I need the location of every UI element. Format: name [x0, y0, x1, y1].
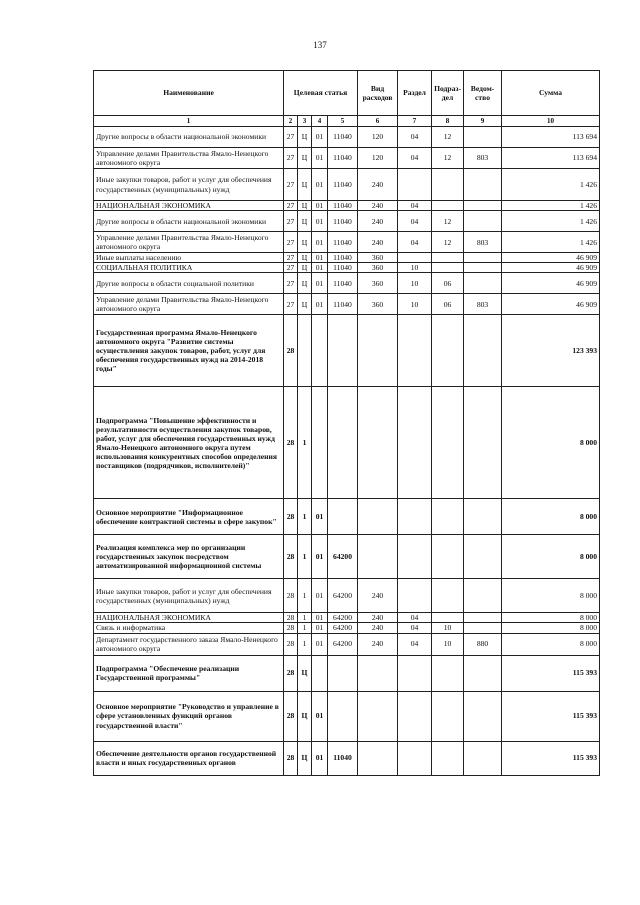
- cell-subprogram-code: Ц: [298, 691, 312, 741]
- cell-section: 04: [398, 633, 432, 655]
- cell-program-code: 27: [284, 211, 298, 232]
- cell-program-code: 28: [284, 741, 298, 775]
- cell-direction-code: 11040: [328, 294, 358, 315]
- cell-subsection: [432, 169, 464, 201]
- table-row: [94, 499, 600, 535]
- cell-name: Департамент государственного заказа Ямало-Ненецкого автономного округа: [94, 633, 284, 655]
- cell-program-code: 28: [284, 315, 298, 387]
- header-department: Ведом-ство: [464, 71, 502, 116]
- cell-department: [464, 253, 502, 263]
- cell-direction-code: 64200: [328, 633, 358, 655]
- cell-department: [464, 127, 502, 148]
- cell-direction-code: 11040: [328, 201, 358, 211]
- cell-program-code: 27: [284, 294, 298, 315]
- cell-subsection: 12: [432, 127, 464, 148]
- cell-program-code: 28: [284, 499, 298, 535]
- cell-activity-code: 01: [312, 201, 328, 211]
- cell-direction-code: 11040: [328, 263, 358, 273]
- table-row: [94, 387, 600, 499]
- cell-subprogram-code: [298, 315, 312, 387]
- cell-expense-type: 240: [358, 211, 398, 232]
- table-row: [94, 579, 600, 613]
- cell-activity-code: [312, 655, 328, 691]
- cell-subprogram-code: 1: [298, 387, 312, 499]
- cell-name: Другие вопросы в области национальной экономики: [94, 211, 284, 232]
- cell-sum: 115 393: [502, 691, 600, 741]
- cell-program-code: 28: [284, 633, 298, 655]
- cell-expense-type: 360: [358, 294, 398, 315]
- column-index: 4: [312, 116, 328, 127]
- cell-expense-type: [358, 535, 398, 579]
- cell-expense-type: 240: [358, 169, 398, 201]
- cell-activity-code: 01: [312, 148, 328, 169]
- cell-section: 04: [398, 201, 432, 211]
- cell-program-code: 27: [284, 201, 298, 211]
- cell-expense-type: 360: [358, 263, 398, 273]
- cell-sum: 123 393: [502, 315, 600, 387]
- cell-name: Иные закупки товаров, работ и услуг для обеспечения государственных (муниципальных) нужд: [94, 579, 284, 613]
- cell-sum: 113 694: [502, 127, 600, 148]
- column-index: 5: [328, 116, 358, 127]
- cell-subsection: [432, 253, 464, 263]
- cell-department: [464, 201, 502, 211]
- cell-program-code: 27: [284, 253, 298, 263]
- column-index-row: [94, 116, 600, 127]
- cell-expense-type: 240: [358, 633, 398, 655]
- cell-name: Подпрограмма "Повышение эффективности и результативности осуществления закупок товаров, работ, услуг для обеспечения государственных нужд Ямало-Ненецкого автономного округа путем использования конкурентных способов определения поставщиков (подрядчиков, исполнителей)": [94, 387, 284, 499]
- cell-program-code: 27: [284, 273, 298, 294]
- cell-name: Управление делами Правительства Ямало-Ненецкого автономного округа: [94, 294, 284, 315]
- cell-section: [398, 691, 432, 741]
- cell-section: 10: [398, 273, 432, 294]
- cell-subsection: [432, 387, 464, 499]
- cell-subprogram-code: Ц: [298, 127, 312, 148]
- cell-subprogram-code: Ц: [298, 294, 312, 315]
- budget-table: [93, 70, 600, 776]
- cell-direction-code: [328, 691, 358, 741]
- table-row: [94, 741, 600, 775]
- table-row: [94, 655, 600, 691]
- cell-subsection: 10: [432, 633, 464, 655]
- cell-direction-code: [328, 655, 358, 691]
- table-row: [94, 691, 600, 741]
- cell-subprogram-code: 1: [298, 579, 312, 613]
- cell-sum: 115 393: [502, 655, 600, 691]
- cell-subprogram-code: Ц: [298, 169, 312, 201]
- cell-name: Обеспечение деятельности органов государственной власти и иных государственных органов: [94, 741, 284, 775]
- cell-subprogram-code: Ц: [298, 211, 312, 232]
- column-index: 1: [94, 116, 284, 127]
- header-name: Наименование: [94, 71, 284, 116]
- cell-subprogram-code: Ц: [298, 273, 312, 294]
- cell-sum: 113 694: [502, 148, 600, 169]
- cell-name: НАЦИОНАЛЬНАЯ ЭКОНОМИКА: [94, 613, 284, 623]
- cell-department: 803: [464, 232, 502, 253]
- table-row: [94, 148, 600, 169]
- cell-direction-code: 64200: [328, 613, 358, 623]
- cell-subsection: [432, 263, 464, 273]
- cell-department: [464, 579, 502, 613]
- cell-subprogram-code: 1: [298, 623, 312, 633]
- cell-name: Подпрограмма "Обеспечение реализации Государственной программы": [94, 655, 284, 691]
- cell-direction-code: 11040: [328, 211, 358, 232]
- cell-subprogram-code: Ц: [298, 253, 312, 263]
- cell-section: 04: [398, 148, 432, 169]
- table-row: [94, 232, 600, 253]
- cell-direction-code: 11040: [328, 232, 358, 253]
- cell-activity-code: 01: [312, 535, 328, 579]
- cell-department: [464, 273, 502, 294]
- cell-direction-code: 11040: [328, 169, 358, 201]
- cell-subsection: [432, 499, 464, 535]
- cell-subsection: [432, 655, 464, 691]
- cell-subprogram-code: Ц: [298, 148, 312, 169]
- cell-sum: 8 000: [502, 387, 600, 499]
- cell-department: [464, 613, 502, 623]
- column-index: 6: [358, 116, 398, 127]
- cell-name: Реализация комплекса мер по организации государственных закупок посредством автоматизированной информационной системы: [94, 535, 284, 579]
- cell-program-code: 28: [284, 387, 298, 499]
- column-index: 2: [284, 116, 298, 127]
- cell-subsection: 12: [432, 232, 464, 253]
- cell-subprogram-code: 1: [298, 499, 312, 535]
- table-row: [94, 315, 600, 387]
- cell-department: [464, 263, 502, 273]
- cell-sum: 115 393: [502, 741, 600, 775]
- cell-activity-code: 01: [312, 294, 328, 315]
- cell-section: 10: [398, 263, 432, 273]
- cell-direction-code: 64200: [328, 579, 358, 613]
- cell-section: [398, 315, 432, 387]
- cell-section: 04: [398, 232, 432, 253]
- cell-activity-code: 01: [312, 741, 328, 775]
- cell-program-code: 28: [284, 613, 298, 623]
- cell-subprogram-code: Ц: [298, 655, 312, 691]
- cell-direction-code: 64200: [328, 623, 358, 633]
- cell-expense-type: 240: [358, 613, 398, 623]
- cell-sum: 1 426: [502, 211, 600, 232]
- cell-section: 04: [398, 127, 432, 148]
- cell-section: 04: [398, 623, 432, 633]
- cell-subsection: 06: [432, 273, 464, 294]
- cell-section: [398, 741, 432, 775]
- cell-activity-code: 01: [312, 633, 328, 655]
- table-body: [94, 127, 600, 776]
- cell-sum: 1 426: [502, 201, 600, 211]
- cell-direction-code: 11040: [328, 273, 358, 294]
- cell-subsection: [432, 613, 464, 623]
- cell-sum: 8 000: [502, 535, 600, 579]
- cell-name: Управление делами Правительства Ямало-Ненецкого автономного округа: [94, 148, 284, 169]
- table-row: [94, 294, 600, 315]
- table-row: [94, 211, 600, 232]
- cell-subsection: 10: [432, 623, 464, 633]
- cell-subprogram-code: 1: [298, 633, 312, 655]
- cell-subprogram-code: Ц: [298, 741, 312, 775]
- cell-department: [464, 387, 502, 499]
- cell-subprogram-code: 1: [298, 535, 312, 579]
- cell-sum: 46 909: [502, 294, 600, 315]
- table-row: [94, 273, 600, 294]
- cell-name: Государственная программа Ямало-Ненецкого автономного округа "Развитие системы осуществления закупок товаров, работ, услуг для обеспечения государственных нужд на 2014-2018 годы": [94, 315, 284, 387]
- cell-name: Управление делами Правительства Ямало-Ненецкого автономного округа: [94, 232, 284, 253]
- table-row: [94, 623, 600, 633]
- cell-department: [464, 691, 502, 741]
- cell-subsection: 12: [432, 211, 464, 232]
- cell-subsection: [432, 741, 464, 775]
- cell-sum: 8 000: [502, 623, 600, 633]
- cell-department: [464, 499, 502, 535]
- table-row: [94, 201, 600, 211]
- cell-direction-code: [328, 315, 358, 387]
- cell-direction-code: 11040: [328, 253, 358, 263]
- cell-activity-code: 01: [312, 211, 328, 232]
- cell-section: 04: [398, 211, 432, 232]
- cell-subsection: [432, 579, 464, 613]
- cell-name: Основное мероприятие "Руководство и управление в сфере установленных функций органов государственной власти": [94, 691, 284, 741]
- table-row: [94, 263, 600, 273]
- cell-activity-code: 01: [312, 169, 328, 201]
- cell-subsection: [432, 315, 464, 387]
- cell-sum: 8 000: [502, 613, 600, 623]
- cell-sum: 1 426: [502, 169, 600, 201]
- cell-sum: 1 426: [502, 232, 600, 253]
- column-index: 7: [398, 116, 432, 127]
- cell-section: [398, 169, 432, 201]
- cell-activity-code: 01: [312, 273, 328, 294]
- header-section: Раздел: [398, 71, 432, 116]
- cell-activity-code: 01: [312, 127, 328, 148]
- cell-department: [464, 535, 502, 579]
- cell-expense-type: 120: [358, 127, 398, 148]
- cell-sum: 46 909: [502, 253, 600, 263]
- cell-department: [464, 211, 502, 232]
- cell-activity-code: [312, 315, 328, 387]
- cell-section: 04: [398, 613, 432, 623]
- cell-section: [398, 499, 432, 535]
- cell-expense-type: 240: [358, 623, 398, 633]
- column-index: 9: [464, 116, 502, 127]
- table-row: [94, 535, 600, 579]
- cell-subprogram-code: 1: [298, 613, 312, 623]
- cell-program-code: 28: [284, 655, 298, 691]
- cell-subprogram-code: Ц: [298, 201, 312, 211]
- table-row: [94, 169, 600, 201]
- cell-subprogram-code: Ц: [298, 263, 312, 273]
- cell-program-code: 28: [284, 623, 298, 633]
- cell-subsection: [432, 691, 464, 741]
- cell-department: [464, 623, 502, 633]
- cell-name: Другие вопросы в области национальной экономики: [94, 127, 284, 148]
- cell-name: Связь и информатика: [94, 623, 284, 633]
- cell-program-code: 27: [284, 263, 298, 273]
- cell-program-code: 28: [284, 535, 298, 579]
- cell-expense-type: 120: [358, 148, 398, 169]
- cell-department: 803: [464, 148, 502, 169]
- cell-expense-type: 240: [358, 579, 398, 613]
- table-row: [94, 253, 600, 263]
- cell-section: [398, 655, 432, 691]
- table-row: [94, 127, 600, 148]
- cell-program-code: 27: [284, 232, 298, 253]
- cell-expense-type: [358, 387, 398, 499]
- cell-program-code: 28: [284, 579, 298, 613]
- cell-program-code: 27: [284, 169, 298, 201]
- cell-expense-type: 360: [358, 253, 398, 263]
- cell-expense-type: 240: [358, 201, 398, 211]
- cell-activity-code: 01: [312, 623, 328, 633]
- cell-name: НАЦИОНАЛЬНАЯ ЭКОНОМИКА: [94, 201, 284, 211]
- cell-department: [464, 741, 502, 775]
- header-target-article: Целевая статья: [284, 71, 358, 116]
- cell-activity-code: 01: [312, 691, 328, 741]
- cell-activity-code: [312, 387, 328, 499]
- cell-expense-type: [358, 499, 398, 535]
- cell-section: [398, 535, 432, 579]
- cell-subsection: 06: [432, 294, 464, 315]
- cell-subsection: [432, 201, 464, 211]
- cell-subsection: 12: [432, 148, 464, 169]
- cell-sum: 46 909: [502, 273, 600, 294]
- cell-sum: 46 909: [502, 263, 600, 273]
- cell-expense-type: 360: [358, 273, 398, 294]
- cell-activity-code: 01: [312, 499, 328, 535]
- header-sum: Сумма: [502, 71, 600, 116]
- cell-direction-code: 11040: [328, 148, 358, 169]
- cell-expense-type: [358, 741, 398, 775]
- header-expense-type: Вид расходов: [358, 71, 398, 116]
- cell-department: [464, 169, 502, 201]
- cell-subprogram-code: Ц: [298, 232, 312, 253]
- cell-department: 880: [464, 633, 502, 655]
- page-number: 137: [313, 40, 327, 50]
- cell-section: 10: [398, 294, 432, 315]
- cell-program-code: 27: [284, 148, 298, 169]
- cell-program-code: 28: [284, 691, 298, 741]
- cell-department: 803: [464, 294, 502, 315]
- cell-expense-type: [358, 655, 398, 691]
- cell-department: [464, 655, 502, 691]
- cell-department: [464, 315, 502, 387]
- cell-section: [398, 387, 432, 499]
- cell-sum: 8 000: [502, 499, 600, 535]
- cell-name: Иные закупки товаров, работ и услуг для обеспечения государственных (муниципальных) нужд: [94, 169, 284, 201]
- table-row: [94, 613, 600, 623]
- column-index: 10: [502, 116, 600, 127]
- cell-activity-code: 01: [312, 579, 328, 613]
- cell-name: Основное мероприятие "Информационное обеспечение контрактной системы в сфере закупок": [94, 499, 284, 535]
- cell-expense-type: 240: [358, 232, 398, 253]
- column-index: 8: [432, 116, 464, 127]
- cell-sum: 8 000: [502, 633, 600, 655]
- cell-name: Иные выплаты населению: [94, 253, 284, 263]
- cell-expense-type: [358, 691, 398, 741]
- table-row: [94, 633, 600, 655]
- cell-direction-code: 11040: [328, 741, 358, 775]
- cell-section: [398, 253, 432, 263]
- cell-activity-code: 01: [312, 253, 328, 263]
- cell-activity-code: 01: [312, 613, 328, 623]
- cell-name: Другие вопросы в области социальной политики: [94, 273, 284, 294]
- cell-section: [398, 579, 432, 613]
- cell-activity-code: 01: [312, 263, 328, 273]
- cell-expense-type: [358, 315, 398, 387]
- cell-direction-code: 64200: [328, 535, 358, 579]
- cell-sum: 8 000: [502, 579, 600, 613]
- cell-direction-code: 11040: [328, 127, 358, 148]
- column-index: 3: [298, 116, 312, 127]
- cell-program-code: 27: [284, 127, 298, 148]
- header-row: [94, 71, 600, 116]
- header-subsection: Подраз-дел: [432, 71, 464, 116]
- cell-direction-code: [328, 387, 358, 499]
- cell-activity-code: 01: [312, 232, 328, 253]
- cell-direction-code: [328, 499, 358, 535]
- cell-subsection: [432, 535, 464, 579]
- cell-name: СОЦИАЛЬНАЯ ПОЛИТИКА: [94, 263, 284, 273]
